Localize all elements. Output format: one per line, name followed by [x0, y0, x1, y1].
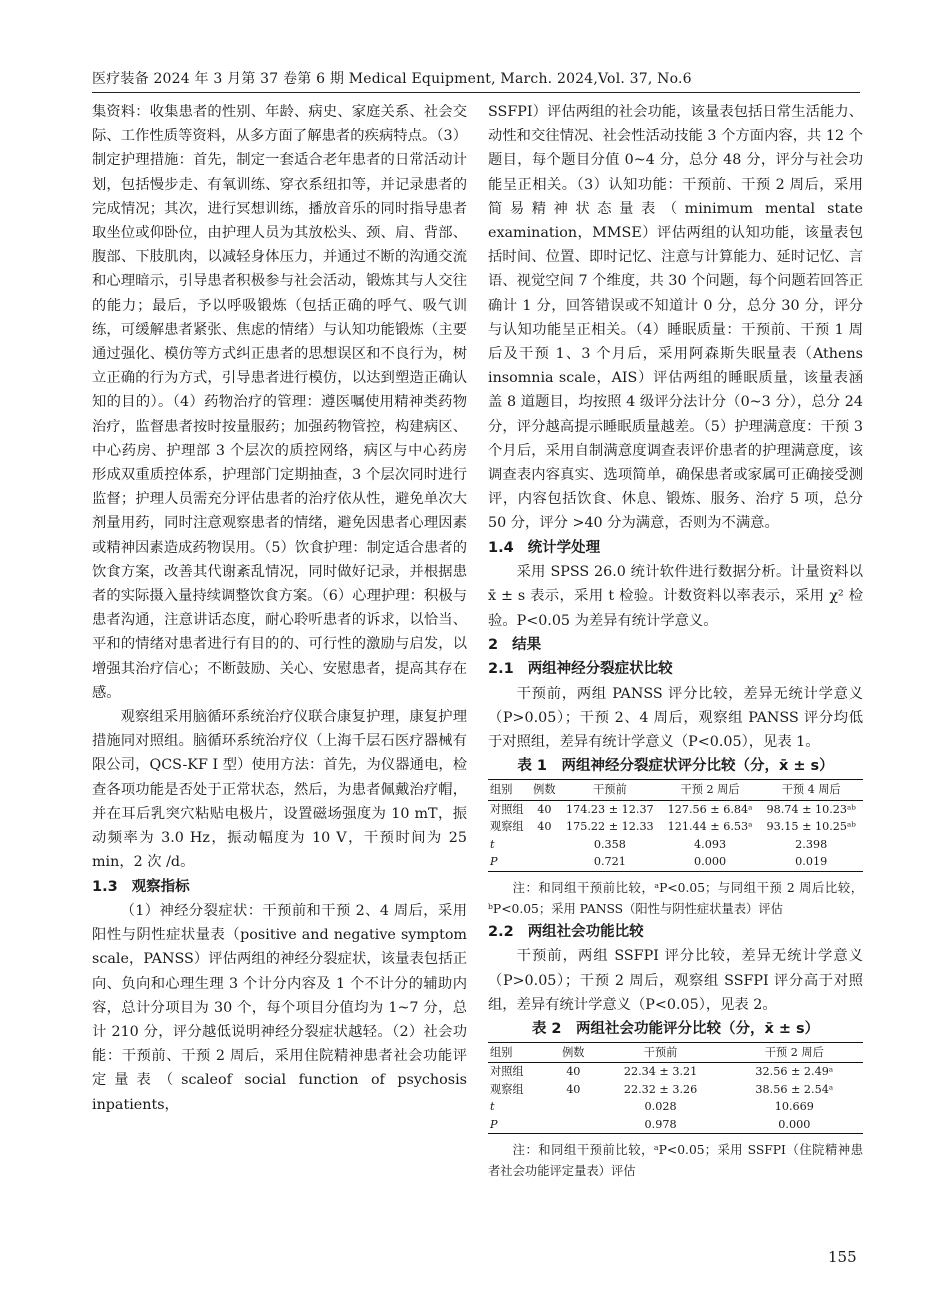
section-number: 1.4 — [488, 539, 514, 556]
table-row — [488, 836, 863, 854]
table-cell: 40 — [566, 1065, 581, 1079]
table-cell: 175.22 ± 12.33 — [566, 820, 654, 834]
table-2 — [488, 1042, 863, 1135]
table-cell: 0.358 — [593, 837, 626, 851]
section-title: 两组社会功能比较 — [527, 923, 644, 940]
table-row — [488, 1081, 863, 1099]
table-cell: 4.093 — [694, 837, 727, 851]
table-cell: 40 — [566, 1082, 581, 1096]
section-number: 2.1 — [488, 661, 514, 678]
body-paragraph: 采用 SPSS 26.0 统计软件进行数据分析。计量资料以 x̄ ± s 表示，采用 t 检验。计数资料以率表示，采用 χ² 检验。P<0.05 为差异有统计学意义。 — [488, 564, 863, 629]
column-header: 干预 4 周后 — [759, 780, 863, 801]
column-header: 例数 — [530, 780, 559, 801]
table-row — [488, 818, 863, 836]
section-heading-2-2 — [488, 920, 863, 945]
table-cell: 40 — [537, 820, 552, 834]
table-cell: t — [490, 1100, 495, 1114]
table-cell: 观察组 — [490, 820, 524, 834]
section-title: 结果 — [512, 636, 542, 653]
page-number: 155 — [828, 1248, 857, 1266]
column-header: 组别 — [488, 780, 530, 801]
section-number: 1.3 — [92, 878, 118, 895]
table-cell: 0.000 — [726, 1116, 863, 1134]
column-header: 干预 2 周后 — [726, 1042, 863, 1063]
table-cell: 2.398 — [795, 837, 828, 851]
section-number: 2.2 — [488, 923, 514, 940]
body-paragraph: 干预前，两组 SSFPI 评分比较，差异无统计学意义（P>0.05）；干预 2 周后，观察组 SSFPI 评分高于对照组，差异有统计学意义（P<0.05），见表 2。 — [488, 948, 863, 1013]
table-row — [488, 853, 863, 871]
section-title: 两组神经分裂症状比较 — [527, 661, 673, 678]
table-cell: 40 — [537, 802, 552, 816]
table-cell — [551, 1098, 595, 1116]
section-heading-2 — [488, 633, 863, 658]
table-cell: 10.669 — [774, 1100, 814, 1114]
table-cell: 对照组 — [490, 1065, 524, 1079]
body-paragraph: SSFPI）评估两组的社会功能，该量表包括日常生活能力、动性和交往情况、社会性活动技能 3 个方面内容，共 12 个题目，每个题目分值 0~4 分，总分 48 分，评分与社会功能呈正相关。（3）认知功能：干预前、干预 2 周后，采用简易精神状态量表（minimum mental state examination，MMSE）评估两组的认知功能，该量表包括时间、位置、即时记忆、注意与计算能力、延时记忆、言语、视觉空间 7 个维度，共 30 个问题，每个问题若回答正确计 1 分，回答错误或不知道计 0 分，总分 30 分，评分与认知功能呈正相关。（4）睡眠质量：干预前、干预 1 周后及干预 1、3 个月后，采用阿森斯失眠量表（Athens insomnia scale，AIS）评估两组的睡眠质量，该量表涵盖 8 道题目，均按照 4 级评分法计分（0~3 分），总分 24 分，评分越高提示睡眠质量越差。（5）护理满意度：干预 3 个月后，采用自制满意度调查表评价患者的护理满意度，该调查表内容真实、选项简单，确保患者或家属可正确接受测评，内容包括饮食、休息、锻炼、服务、治疗 5 项，总分 50 分，评分 >40 分为满意，否则为不满意。 — [488, 104, 863, 532]
table-cell: 0.978 — [595, 1116, 725, 1134]
table-cell: 对照组 — [490, 802, 524, 816]
table-cell: P — [488, 853, 530, 871]
table-cell: 98.74 ± 10.23ᵃᵇ — [766, 802, 856, 816]
table-header-row — [488, 1042, 863, 1063]
table-cell: 121.44 ± 6.53ᵃ — [667, 820, 753, 834]
table-cell: t — [490, 837, 495, 851]
section-heading-2-1 — [488, 657, 863, 682]
table-cell: P — [488, 1116, 551, 1134]
column-header: 组别 — [488, 1042, 551, 1063]
header-rule — [92, 92, 860, 93]
table-1 — [488, 779, 863, 872]
right-column — [488, 100, 863, 1182]
table-row — [488, 800, 863, 818]
body-paragraph: 集资料：收集患者的性别、年龄、病史、家庭关系、社会交际、工作性质等资料，从多方面了解患者的疾病特点。（3）制定护理措施：首先，制定一套适合老年患者的日常活动计划，包括慢步走、有氧训练、穿衣系纽扣等，并记录患者的完成情况；其次，进行冥想训练，播放音乐的同时指导患者取坐位或仰卧位，由护理人员为其放松头、颈、肩、背部、腹部、下肢肌肉，以减轻身体压力，并通过不断的沟通交流和心理暗示，引导患者积极参与社会活动，锻炼其与人交往的能力；最后，予以呼吸锻炼（包括正确的呼气、吸气训练，可缓解患者紧张、焦虑的情绪）与认知功能锻炼（主要通过强化、模仿等方式纠正患者的思想误区和不良行为，树立正确的行为方式，引导患者进行模仿，以达到塑造正确认知的目的）。（4）药物治疗的管理：遵医嘱使用精神类药物治疗，监督患者按时按量服药；加强药物管控，构建病区、中心药房、护理部 3 个层次的质控网络，病区与中心药房形成双重质控体系，护理部门定期抽查，3 个层次同时进行监督；护理人员需充分评估患者的治疗依从性，避免单次大剂量用药，同时注意观察患者的情绪，避免因患者心理因素或精神因素造成药物误用。（5）饮食护理：制定适合患者的饮食方案，改善其代谢紊乱情况，同时做好记录，并根据患者的实际摄入量持续调整饮食方案。（6）心理护理：积极与患者沟通，注意讲话态度，耐心聆听患者的诉求，以恰当、平和的情绪对患者进行有目的的、可行性的激励与启发，以增强其治疗信心；不断鼓励、关心、安慰患者，提高其存在感。 — [92, 104, 467, 701]
body-paragraph: （1）神经分裂症状：干预前和干预 2、4 周后，采用阳性与阴性症状量表（positive and negative symptom scale，PANSS）评估两组的神经分裂症状，该量表包括正向、负向和心理生理 3 个计分内容及 1 个不计分的辅助内容，总计分项目为 30 个，每个项目分值均为 1~7 分，总计 210 分，评分越低说明神经分裂症状越轻。（2）社会功能：干预前、干预 2 周后，采用住院精神患者社会功能评定量表（scaleof social function of psychosis inpatients， — [92, 903, 467, 1113]
table-cell — [530, 853, 559, 871]
table-row — [488, 1098, 863, 1116]
table-cell: 0.019 — [759, 853, 863, 871]
body-paragraph: 干预前，两组 PANSS 评分比较，差异无统计学意义（P>0.05）；干预 2、4 周后，观察组 PANSS 评分均低于对照组，差异有统计学意义（P<0.05），见表 1。 — [488, 685, 863, 751]
body-paragraph: 观察组采用脑循环系统治疗仪联合康复护理，康复护理措施同对照组。脑循环系统治疗仪（上海千层石医疗器械有限公司，QCS-KF I 型）使用方法：首先，为仪器通电，检查各项功能是否处于正常状态，然后，为患者佩戴治疗帽，并在耳后乳突穴粘贴电极片，设置磁场强度为 10 mT，振动频率为 3.0 Hz，振动幅度为 10 V，干预时间为 25 min，2 次 /d。 — [92, 709, 467, 871]
running-header: 医疗装备 2024 年 3 月第 37 卷第 6 期 Medical Equipment, March. 2024,Vol. 37, No.6 — [92, 71, 692, 87]
table-cell: 127.56 ± 6.84ᵃ — [667, 802, 753, 816]
table-cell: 0.000 — [661, 853, 760, 871]
table-1-note: 注：和同组干预前比较，ᵃP<0.05；与同组干预 2 周后比较，ᵇP<0.05；采用 PANSS（阳性与阴性症状量表）评估 — [488, 880, 863, 916]
column-header: 干预前 — [595, 1042, 725, 1063]
table-cell: 38.56 ± 2.54ᵃ — [755, 1082, 834, 1096]
table-1-caption: 表 1 两组神经分裂症状评分比较（分，x̄ ± s） — [517, 758, 834, 775]
table-cell — [530, 836, 559, 854]
table-cell: 22.34 ± 3.21 — [623, 1065, 698, 1079]
table-cell: 174.23 ± 12.37 — [566, 802, 654, 816]
table-2-caption: 表 2 两组社会功能评分比较（分，x̄ ± s） — [531, 1020, 820, 1037]
column-header: 干预前 — [559, 780, 661, 801]
table-cell: 0.028 — [644, 1100, 677, 1114]
section-number: 2 — [488, 636, 499, 653]
table-cell: 32.56 ± 2.49ᵃ — [755, 1065, 834, 1079]
section-title: 观察指标 — [131, 878, 190, 895]
table-header-row — [488, 780, 863, 801]
table-2-note: 注：和同组干预前比较，ᵃP<0.05；采用 SSFPI（住院精神患者社会功能评定量表）评估 — [488, 1143, 863, 1179]
table-cell: 观察组 — [490, 1082, 524, 1096]
left-column — [92, 100, 467, 1117]
table-cell — [551, 1116, 595, 1134]
table-row — [488, 1063, 863, 1081]
table-cell: 93.15 ± 10.25ᵃᵇ — [766, 820, 856, 834]
section-heading-1-3 — [92, 875, 467, 900]
table-row — [488, 1116, 863, 1134]
column-header: 例数 — [551, 1042, 595, 1063]
table-cell: 22.32 ± 3.26 — [623, 1082, 698, 1096]
section-heading-1-4 — [488, 536, 863, 561]
column-header: 干预 2 周后 — [661, 780, 760, 801]
section-title: 统计学处理 — [527, 539, 601, 556]
table-cell: 0.721 — [559, 853, 661, 871]
